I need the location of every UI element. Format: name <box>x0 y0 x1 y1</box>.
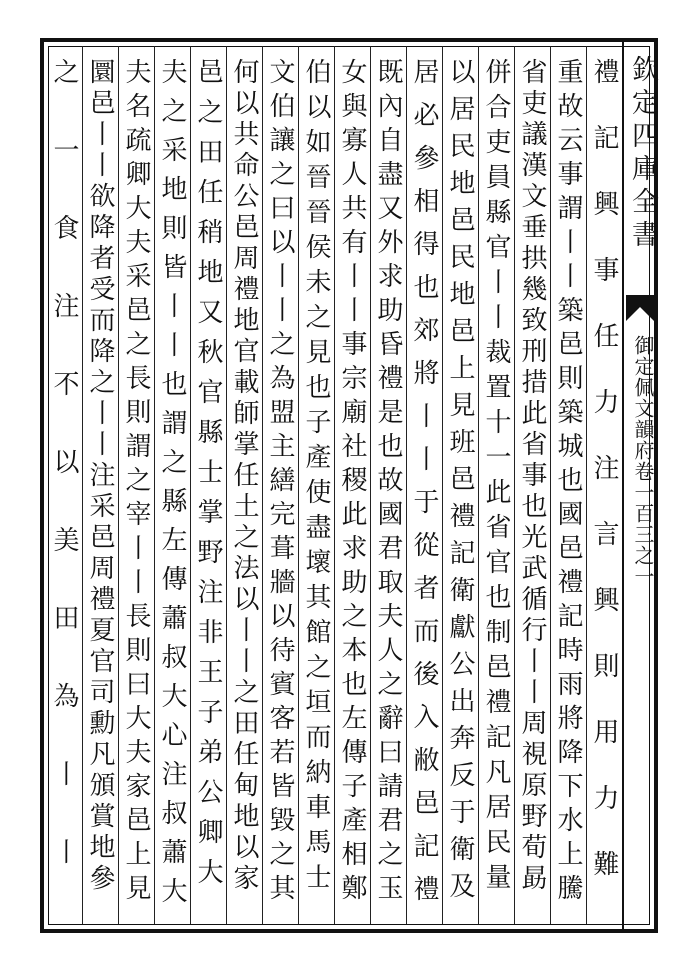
column-rule <box>118 46 119 924</box>
text-column <box>82 46 118 924</box>
text-column <box>118 46 154 924</box>
column-rule <box>262 46 263 924</box>
column-text: 併合吏員縣官丨丨裁置十一此省官也制邑禮記凡居民量 <box>481 58 511 898</box>
column-text: 邑之田任稍地又秋官縣士掌野注非王子弟公卿大 <box>193 58 223 898</box>
column-text: 既內自盡又外求助昏禮是也故國君取夫人之辭曰請君之玉 <box>373 58 403 908</box>
text-column <box>586 46 622 924</box>
column-rule <box>370 46 371 924</box>
text-column <box>550 46 586 924</box>
column-rule <box>82 46 83 924</box>
text-column <box>370 46 406 924</box>
column-text: 以居民地邑民地邑上見班邑禮記衛獻公出奔反于衛及 <box>445 58 475 909</box>
folio-label: 御定佩文韻府卷一百三之一 <box>631 335 655 587</box>
column-text: 圜邑丨丨欲降者受而降之丨丨注采邑周禮夏官司勳凡頒賞地參 <box>85 58 115 895</box>
text-columns <box>48 46 622 924</box>
column-text: 重故云事謂丨丨築邑則築城也國邑禮記時雨將降下水上騰 <box>553 58 583 908</box>
text-column <box>226 46 262 924</box>
text-column <box>514 46 550 924</box>
column-text: 何以共命公邑周禮地官載師掌任土之法以丨丨之田任甸地以家 <box>229 58 259 895</box>
column-rule <box>442 46 443 924</box>
column-rule <box>226 46 227 924</box>
column-rule <box>514 46 515 924</box>
column-rule <box>586 46 587 924</box>
column-text: 女與寡人共有丨丨事宗廟社稷此求助之本也左傳子產相鄭 <box>337 58 367 908</box>
text-column <box>406 46 442 924</box>
column-text: 伯以如晉晉侯未之見也子產使盡壞其館之垣而納車馬士 <box>301 58 331 898</box>
column-text: 夫之采地則皆丨丨也謂之縣左傳蕭叔大心注叔蕭大 <box>157 58 187 916</box>
column-rule <box>334 46 335 924</box>
column-rule <box>550 46 551 924</box>
column-rule <box>154 46 155 924</box>
text-column <box>334 46 370 924</box>
header-divider <box>622 42 624 929</box>
column-text: 之一食注不以美田為丨丨 <box>49 58 79 916</box>
text-column <box>298 46 334 924</box>
column-rule <box>298 46 299 924</box>
fish-tail-mark <box>626 295 654 321</box>
text-column <box>154 46 190 924</box>
column-text: 文伯讓之曰以丨丨之為盟主繕完葺牆以待賓客若皆毀之其 <box>265 58 295 908</box>
column-rule <box>406 46 407 924</box>
column-text: 居必參相得也郊將丨丨于從者而後入敝邑記禮 <box>409 58 439 918</box>
text-column <box>262 46 298 924</box>
column-text: 夫名疏卿大夫采邑之長則謂之宰丨丨長則曰大夫家邑上見 <box>121 58 151 908</box>
column-rule <box>478 46 479 924</box>
text-column <box>46 46 82 924</box>
text-column <box>442 46 478 924</box>
column-rule <box>190 46 191 924</box>
text-column <box>190 46 226 924</box>
text-column <box>478 46 514 924</box>
column-text: 省吏議漢文垂拱幾致刑措此省事也光武循行丨丨周視原野荀勗 <box>517 58 547 895</box>
column-text: 禮記興事任力注言興則用力難 <box>589 58 619 916</box>
book-title: 欽定四庫全書 <box>627 55 658 253</box>
